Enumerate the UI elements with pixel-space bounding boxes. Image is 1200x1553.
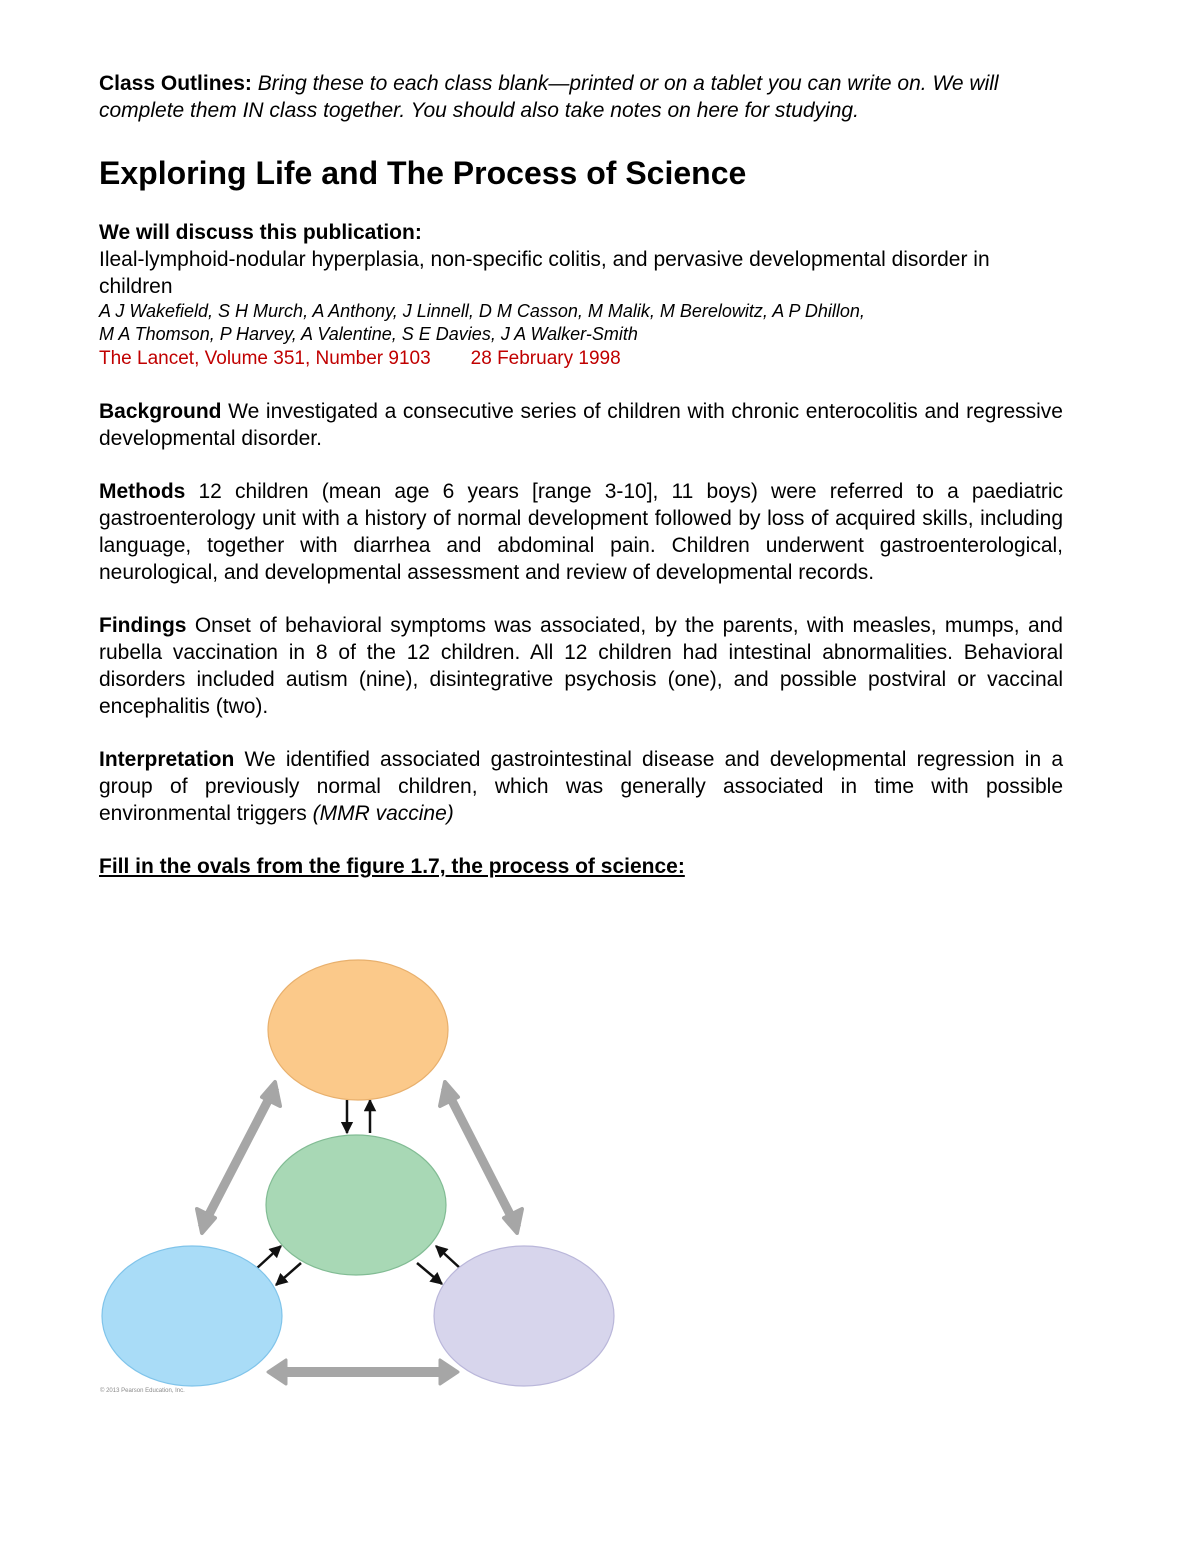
findings-label: Findings [99,614,187,637]
interpretation-paragraph [99,746,1063,827]
center-oval[interactable] [266,1135,446,1275]
figure-instruction: Fill in the ovals from the figure 1.7, the process of science: [99,855,685,878]
findings-text: Onset of behavioral symptoms was associated, by the parents, with measles, mumps, and rubella vaccination in 8 of the 12 children. All 12 children had intestinal abnormalities. Behavioral disorders included autism (nine), disintegrative psychosis (one), and possible postviral or vaccinal encephalitis (two). [99,614,1063,718]
publication-date: 28 February 1998 [470,348,621,369]
publication-title: Ileal-lymphoid-nodular hyperplasia, non-specific colitis, and pervasive developmental disorder in children [99,248,990,298]
interpretation-note: (MMR vaccine) [312,802,454,825]
small-arrow-right-down [417,1263,442,1284]
publication-heading: We will discuss this publication: [99,221,422,244]
big-arrow-top-right [440,1082,522,1233]
small-arrow-right-up [436,1246,461,1269]
background-paragraph [99,398,1063,452]
interpretation-text: We identified associated gastrointestinal disease and developmental regression in a group of previously normal children, which was generally associated in time with possible environmental triggers [99,748,1064,825]
process-diagram [96,950,626,1410]
publication-authors-line-2: M A Thomson, P Harvey, A Valentine, S E Davies, J A Walker-Smith [99,324,638,344]
class-outlines-note [99,70,1063,124]
top-oval[interactable] [268,960,448,1100]
page-title: Exploring Life and The Process of Science [99,155,747,191]
right-oval[interactable] [434,1246,614,1386]
small-arrow-left-down [276,1263,301,1285]
small-arrow-left-up [256,1246,281,1269]
publication-authors-line-1: A J Wakefield, S H Murch, A Anthony, J Linnell, D M Casson, M Malik, M Berelowitz, A P Dhillon, [99,301,865,321]
class-outlines-label: Class Outlines: [99,72,252,95]
publication-citation [99,346,1063,372]
interpretation-label: Interpretation [99,748,235,771]
left-oval[interactable] [102,1246,282,1386]
methods-label: Methods [99,480,186,503]
publication-journal: The Lancet, Volume 351, Number 9103 [99,348,431,369]
class-outlines-text: Bring these to each class blank—printed or on a tablet you can write on. We will complete them IN class together. You should also take notes on here for studying. [99,72,999,122]
methods-paragraph [99,478,1063,586]
background-text: We investigated a consecutive series of children with chronic enterocolitis and regressive developmental disorder. [99,400,1063,450]
figure-copyright: © 2013 Pearson Education, Inc. [100,1388,185,1394]
background-label: Background [99,400,222,423]
document-page [99,70,1063,880]
big-arrow-bottom [268,1360,458,1384]
methods-text: 12 children (mean age 6 years [range 3-10], 11 boys) were referred to a paediatric gastroenterology unit with a history of normal development followed by loss of acquired skills, including language, together with diarrhea and abdominal pain. Children underwent gastroenterological, neurological, and developmental assessment and review of developmental records. [99,480,1063,584]
findings-paragraph [99,612,1063,720]
process-of-science-figure [96,950,626,1410]
